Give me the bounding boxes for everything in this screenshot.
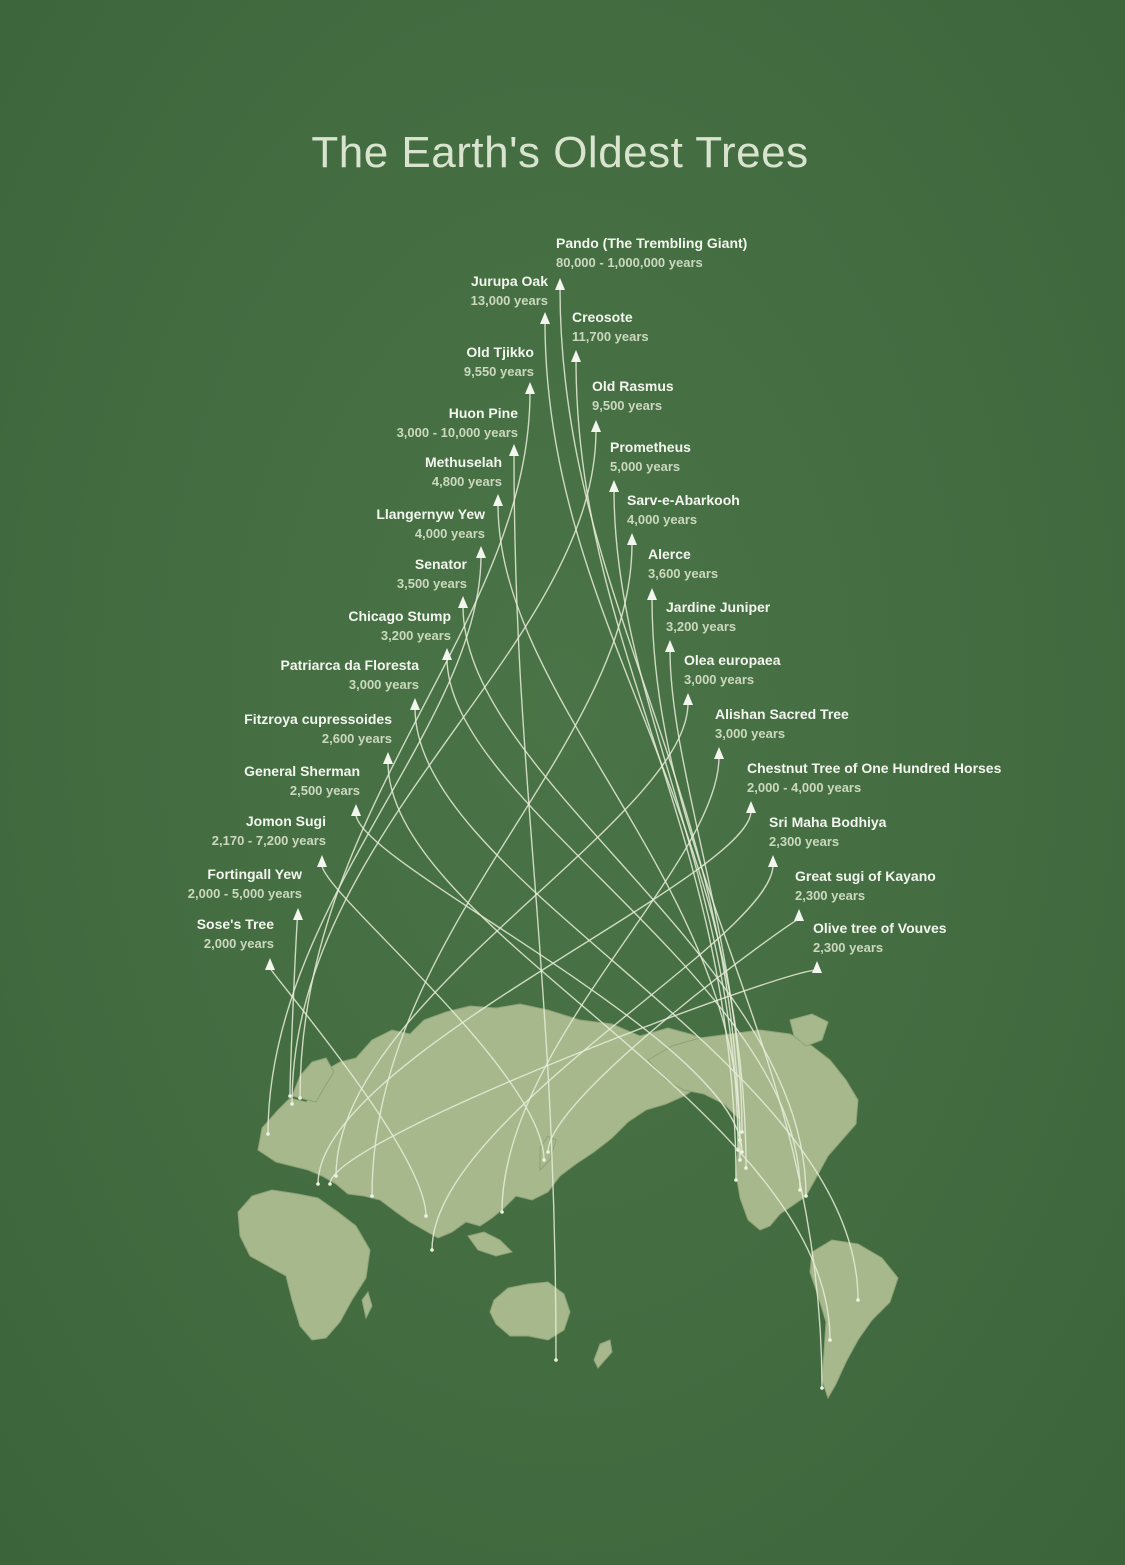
tree-21-age: 2,170 - 7,200 years	[211, 833, 326, 848]
tree-20-name: Sri Maha Bodhiya	[769, 814, 887, 830]
tree-13-name: Chicago Stump	[348, 608, 451, 624]
tree-11-arrowhead	[458, 596, 468, 608]
eurasia-landmass	[258, 1004, 732, 1238]
tree-16-arrowhead	[714, 747, 724, 759]
tree-7-name: Methuselah	[424, 454, 502, 470]
tree-19-age: 2,500 years	[289, 783, 360, 798]
tree-15-name: Patriarca da Floresta	[280, 657, 419, 673]
tree-9-name: Llangernyw Yew	[376, 506, 485, 522]
new-zealand-landmass	[594, 1340, 612, 1368]
tree-7-arrowhead	[493, 494, 503, 506]
tree-1-origin-point	[744, 1166, 748, 1170]
tree-2-age: 11,700 years	[572, 329, 649, 344]
tree-16-origin-point	[500, 1210, 504, 1214]
tree-4-name: Old Rasmus	[592, 378, 674, 394]
tree-20-age: 2,300 years	[769, 834, 840, 849]
tree-3-name: Old Tjikko	[466, 344, 534, 360]
tree-0-arrowhead	[555, 278, 565, 290]
tree-9-origin-point	[266, 1132, 270, 1136]
tree-7-age: 4,800 years	[431, 474, 502, 489]
tree-2-origin-point	[734, 1178, 738, 1182]
tree-8-arrowhead	[627, 533, 637, 545]
tree-25-name: Sose's Tree	[196, 916, 274, 932]
tree-19-name: General Sherman	[244, 763, 360, 779]
tree-21-name: Jomon Sugi	[245, 813, 326, 829]
world-map	[238, 1004, 898, 1398]
north-america-landmass	[648, 1030, 858, 1230]
tree-18-age: 2,000 - 4,000 years	[747, 780, 862, 795]
tree-1-age: 13,000 years	[470, 293, 548, 308]
tree-17-origin-point	[828, 1338, 832, 1342]
tree-14-age: 3,000 years	[684, 672, 755, 687]
tree-16-name: Alishan Sacred Tree	[715, 706, 849, 722]
australia-landmass	[490, 1282, 570, 1340]
tree-10-origin-point	[820, 1386, 824, 1390]
tree-2-name: Creosote	[572, 309, 633, 325]
tree-10-name: Alerce	[648, 546, 691, 562]
tree-0-name: Pando (The Trembling Giant)	[556, 235, 748, 251]
tree-11-origin-point	[804, 1194, 808, 1198]
tree-12-age: 3,200 years	[666, 619, 737, 634]
tree-18-arrowhead	[746, 801, 756, 813]
tree-5-arrowhead	[509, 444, 519, 456]
tree-3-age: 9,550 years	[463, 364, 534, 379]
tree-11-name: Senator	[414, 556, 467, 572]
tree-22-age: 2,300 years	[795, 888, 866, 903]
tree-12-arrowhead	[665, 640, 675, 652]
tree-17-arrowhead	[383, 752, 393, 764]
tree-24-arrowhead	[812, 961, 822, 973]
madagascar-landmass	[362, 1292, 372, 1318]
tree-21-origin-point	[542, 1158, 546, 1162]
tree-9-age: 4,000 years	[414, 526, 485, 541]
tree-15-age: 3,000 years	[348, 677, 419, 692]
tree-2-arrowhead	[571, 350, 581, 362]
tree-5-origin-point	[554, 1358, 558, 1362]
tree-6-name: Prometheus	[610, 439, 691, 455]
tree-22-origin-point	[546, 1150, 550, 1154]
tree-1-name: Jurupa Oak	[470, 273, 548, 289]
tree-23-arrowhead	[293, 908, 303, 920]
tree-4-origin-point	[290, 1102, 294, 1106]
page-title: The Earth's Oldest Trees	[311, 128, 809, 177]
tree-5-name: Huon Pine	[448, 405, 518, 421]
tree-0-age: 80,000 - 1,000,000 years	[556, 255, 703, 270]
tree-24-age: 2,300 years	[813, 940, 884, 955]
tree-14-name: Olea europaea	[684, 652, 781, 668]
tree-18-name: Chestnut Tree of One Hundred Horses	[747, 760, 1002, 776]
tree-13-age: 3,200 years	[380, 628, 451, 643]
tree-5-origin-line	[514, 454, 556, 1360]
tree-24-origin-point	[328, 1182, 332, 1186]
tree-25-arrowhead	[265, 958, 275, 970]
tree-5-age: 3,000 - 10,000 years	[396, 425, 518, 440]
tree-25-origin-point	[424, 1214, 428, 1218]
tree-1-arrowhead	[540, 312, 550, 324]
tree-6-arrowhead	[609, 480, 619, 492]
africa-landmass	[238, 1190, 370, 1340]
tree-24-name: Olive tree of Vouves	[813, 920, 947, 936]
tree-0-origin-point	[738, 1158, 742, 1162]
tree-3-origin-point	[298, 1096, 302, 1100]
tree-15-arrowhead	[410, 698, 420, 710]
tree-16-age: 3,000 years	[715, 726, 786, 741]
tree-23-name: Fortingall Yew	[207, 866, 302, 882]
tree-6-age: 5,000 years	[610, 459, 681, 474]
tree-4-arrowhead	[591, 420, 601, 432]
tree-19-origin-point	[740, 1150, 744, 1154]
tree-3-arrowhead	[525, 382, 535, 394]
tree-18-origin-point	[316, 1182, 320, 1186]
tree-19-arrowhead	[351, 804, 361, 816]
tree-15-origin-point	[856, 1298, 860, 1302]
tree-14-arrowhead	[683, 693, 693, 705]
tree-11-age: 3,500 years	[396, 576, 467, 591]
tree-21-arrowhead	[317, 855, 327, 867]
tree-8-age: 4,000 years	[627, 512, 698, 527]
tree-17-age: 2,600 years	[321, 731, 392, 746]
tree-20-arrowhead	[768, 855, 778, 867]
tree-22-arrowhead	[794, 909, 804, 921]
tree-17-name: Fitzroya cupressoides	[244, 711, 392, 727]
southeast-asia-islands	[468, 1232, 512, 1256]
tree-23-age: 2,000 - 5,000 years	[187, 886, 302, 901]
tree-20-origin-point	[430, 1248, 434, 1252]
tree-4-age: 9,500 years	[592, 398, 663, 413]
tree-10-arrowhead	[647, 588, 657, 600]
tree-25-age: 2,000 years	[203, 936, 274, 951]
tree-9-arrowhead	[476, 546, 486, 558]
tree-12-name: Jardine Juniper	[666, 599, 771, 615]
tree-13-origin-point	[798, 1188, 802, 1192]
tree-labels	[188, 235, 1002, 955]
tree-8-origin-point	[370, 1194, 374, 1198]
tree-10-age: 3,600 years	[648, 566, 719, 581]
tree-8-name: Sarv-e-Abarkooh	[627, 492, 740, 508]
tree-22-name: Great sugi of Kayano	[795, 868, 936, 884]
tree-23-origin-point	[288, 1094, 292, 1098]
tree-12-origin-point	[740, 1130, 744, 1134]
